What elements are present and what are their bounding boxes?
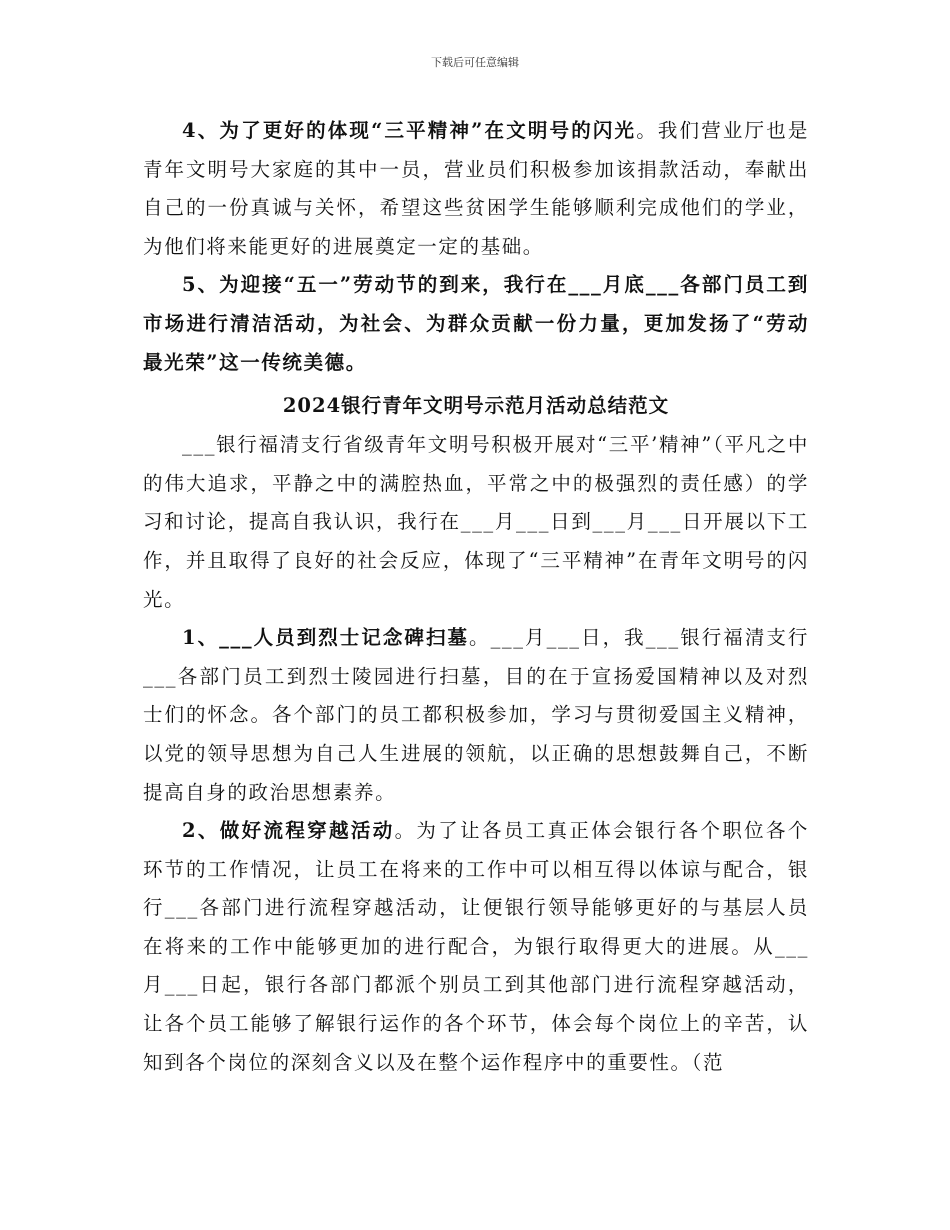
header-note: 下载后可任意编辑 (431, 56, 519, 69)
item-2-heading: 2、做好流程穿越活动 (182, 819, 395, 843)
paragraph-4-heading: 4、为了更好的体现“三平精神”在文明号的闪光 (182, 119, 637, 142)
item-2-text: 。为了让各员工真正体会银行各个职位各个环节的工作情况，让员工在将来的工作中可以相互得以体谅与配合，银行___各部门进行流程穿越活动，让便银行领导能够更好的与基层人员在将来的工作中能够更加的进行配合，为银行取得更大的进展。从___月___日起，银行各部门都派个别员工到其他部门进行流程穿越活动，让各个员工能够了解银行运作的各个环节，体会每个岗位上的辛苦，认知到各个岗位的深刻含义以及在整个运作程序中的重要性。（范 (143, 819, 809, 1074)
item-1-text: 。___月___日，我___银行福清支行___各部门员工到烈士陵园进行扫墓，目的在于宣扬爱国精神以及对烈士们的怀念。各个部门的员工都积极参加，学习与贯彻爱国主义精神，以党的领导思想为自己人生进展的领航，以正确的思想鼓舞自己，不断提高自身的政治思想素养。 (143, 626, 809, 804)
paragraph-5: 5、为迎接“五一”劳动节的到来，我行在___月底___各部门员工到市场进行清洁活动，为社会、为群众贡献一份力量，更加发扬了“劳动最光荣”这一传统美德。 (143, 273, 809, 374)
document-body (143, 112, 809, 1082)
paragraph-4-text: 。我们营业厅也是青年文明号大家庭的其中一员，营业员们积极参加该捐款活动，奉献出自己的一份真诚与关怀，希望这些贫困学生能够顺利完成他们的学业，为他们将来能更好的进展奠定一定的基础。 (143, 119, 809, 258)
section-intro: ___银行福清支行省级青年文明号积极开展对“三平’精神”（平凡之中的伟大追求，平静之中的满腔热血，平常之中的极强烈的责任感）的学习和讨论，提高自我认识，我行在___月___日到___月___日开展以下工作，并且取得了良好的社会反应，体现了“三平精神”在青年文明号的闪光。 (143, 433, 809, 611)
paragraph-4 (143, 112, 809, 266)
item-1 (143, 619, 809, 812)
item-1-heading: 1、___人员到烈士记念碑扫墓 (182, 626, 470, 650)
item-2 (143, 812, 809, 1082)
section-title: 2024银行青年文明号示范月活动总结范文 (282, 394, 670, 418)
